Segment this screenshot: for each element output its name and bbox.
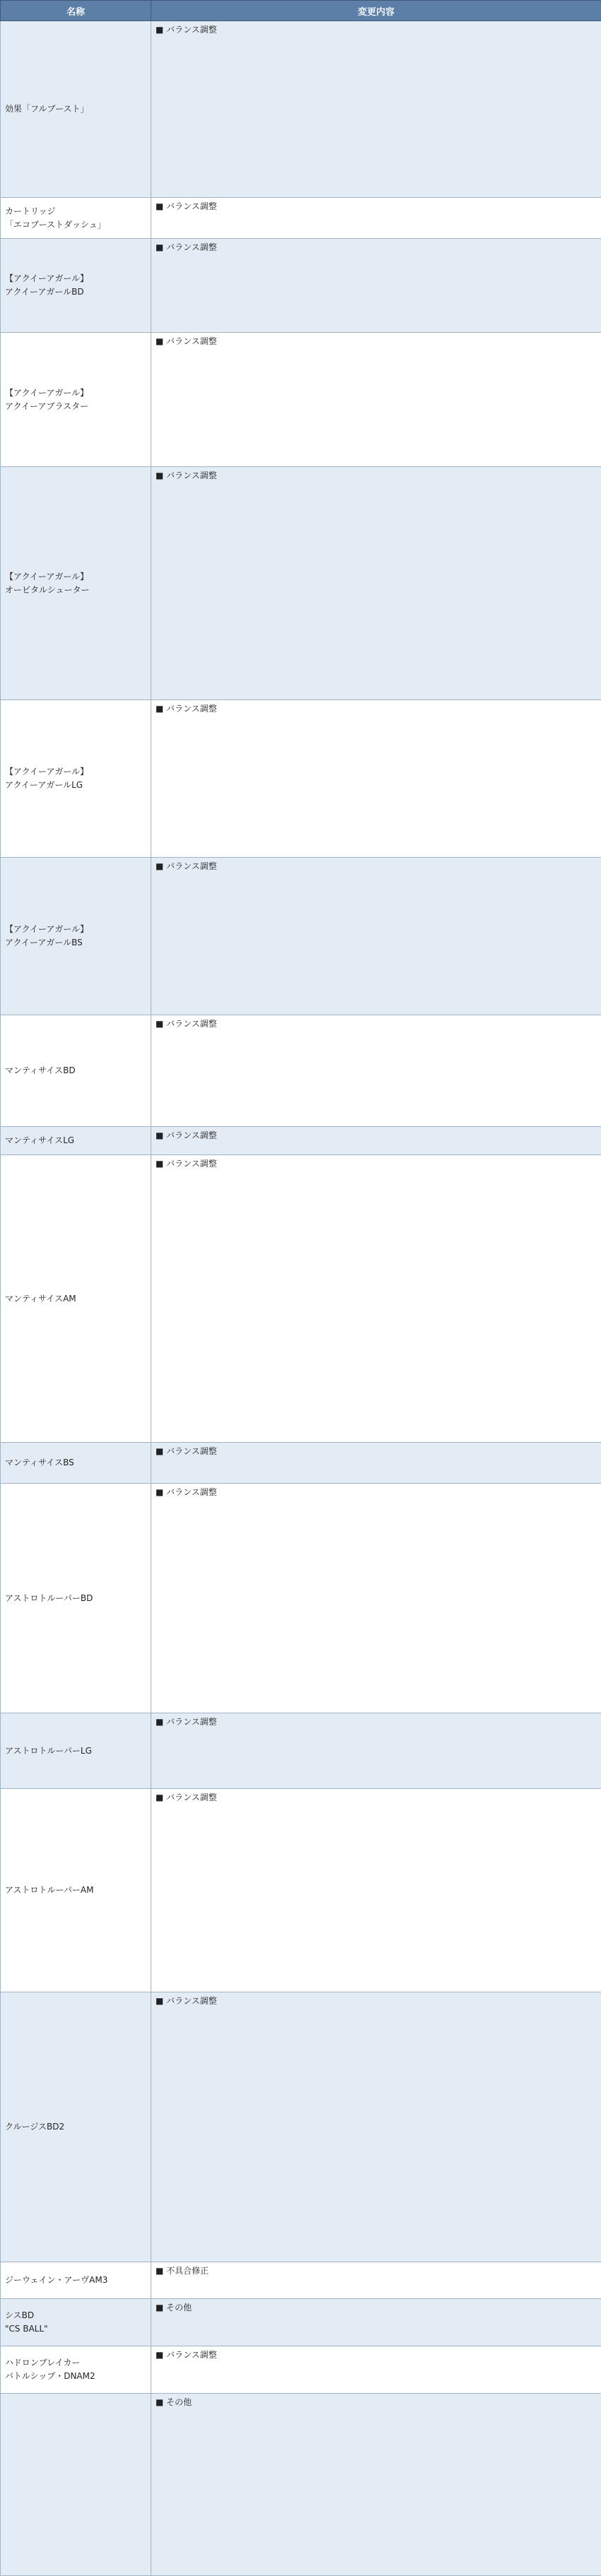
row-content: ■ バランス調整: [151, 858, 601, 1015]
table-row: [1, 2299, 601, 2346]
row-content: ■ バランス調整: [151, 2346, 601, 2394]
table-row: [1, 198, 601, 239]
row-content: ■ バランス調整: [151, 21, 601, 198]
row-content: ■ バランス調整: [151, 1789, 601, 1992]
row-name: マンティサイスBD: [1, 1015, 151, 1127]
row-name: アストロトルーパーBD: [1, 1484, 151, 1713]
row-name: マンティサイスAM: [1, 1155, 151, 1443]
table-row: [1, 2394, 601, 2576]
table-row: [1, 858, 601, 1015]
table-row: [1, 333, 601, 467]
table-row: [1, 1155, 601, 1443]
table-row: [1, 1015, 601, 1127]
row-name: アストロトルーパーAM: [1, 1789, 151, 1992]
row-name: [1, 2394, 151, 2576]
table-row: [1, 1484, 601, 1713]
row-name: マンティサイスLG: [1, 1127, 151, 1155]
row-name: 【アクイーアガール】 アクイーアガールBD: [1, 239, 151, 333]
table-row: [1, 21, 601, 198]
row-content: ■ バランス調整: [151, 1443, 601, 1484]
table-row: [1, 467, 601, 700]
row-content: ■ バランス調整: [151, 467, 601, 700]
row-name: アストロトルーパーLG: [1, 1713, 151, 1789]
row-content: ■ 不具合修正: [151, 2262, 601, 2299]
row-name: マンティサイスBS: [1, 1443, 151, 1484]
table-row: [1, 2346, 601, 2394]
row-name: 【アクイーアガール】 アクイーアブラスター: [1, 333, 151, 467]
row-name: クルージスBD2: [1, 1992, 151, 2262]
row-content: ■ バランス調整: [151, 333, 601, 467]
row-name: ジーウェイン・アーヴAM3: [1, 2262, 151, 2299]
row-content: ■ バランス調整: [151, 198, 601, 239]
table-row: [1, 1992, 601, 2262]
table-row: [1, 239, 601, 333]
header-content: 変更内容: [151, 1, 601, 21]
table-row: [1, 1789, 601, 1992]
header-name: 名称: [1, 1, 151, 21]
table-row: [1, 1127, 601, 1155]
row-content: ■ その他: [151, 2299, 601, 2346]
row-name: ハドロンブレイカー バトルシップ・DNAM2: [1, 2346, 151, 2394]
table-header-row: [1, 1, 601, 21]
row-name: カートリッジ 「エコブーストダッシュ」: [1, 198, 151, 239]
row-content: ■ バランス調整: [151, 1713, 601, 1789]
row-content: ■ バランス調整: [151, 1484, 601, 1713]
row-content: ■ バランス調整: [151, 1155, 601, 1443]
row-content: ■ バランス調整: [151, 1015, 601, 1127]
row-content: ■ バランス調整: [151, 1992, 601, 2262]
row-name: 【アクイーアガール】 アクイーアガールLG: [1, 700, 151, 858]
row-content: ■ バランス調整: [151, 1127, 601, 1155]
row-content: ■ バランス調整: [151, 700, 601, 858]
table-row: [1, 1443, 601, 1484]
row-name: 【アクイーアガール】 オービタルシューター: [1, 467, 151, 700]
table-row: [1, 2262, 601, 2299]
row-name: シスBD "CS BALL": [1, 2299, 151, 2346]
row-name: 【アクイーアガール】 アクイーアガールBS: [1, 858, 151, 1015]
table-row: [1, 700, 601, 858]
table-row: [1, 1713, 601, 1789]
row-name: 効果「フルブースト」: [1, 21, 151, 198]
row-content: ■ バランス調整: [151, 239, 601, 333]
row-content: ■ その他: [151, 2394, 601, 2576]
